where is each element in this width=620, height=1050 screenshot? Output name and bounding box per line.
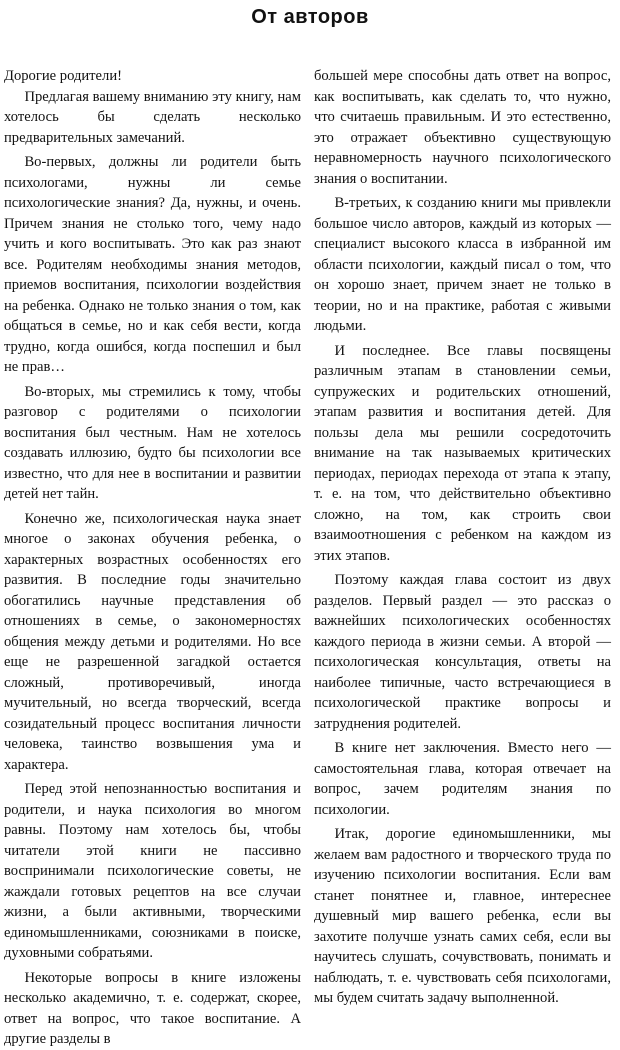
paragraph: Во-первых, должны ли родители быть психологами, нужны ли семье психологические знания? Да, нужны, и очень. Причем знания не столько того, чему надо учить и кого воспитывать. Это как раз знают все. Родителям необходимы знания методов, приемов воспитания, психологии воздействия на ребенка. Однако не только знания о том, как общаться в семье, но и как себя вести, когда трудно, когда ошибся, когда поспешил и был не прав… bbox=[4, 154, 301, 375]
right-column bbox=[314, 66, 611, 1009]
paragraph: Итак, дорогие единомышленники, мы желаем вам радостного и творческого труда по изучению психологии воспитания. Если вам станет понятнее и, главное, интереснее душевный мир вашего ребенка, если вы захотите получше узнать самих себя, если вы научитесь слушать, сочувствовать, понимать и наблюдать, т. е. чувствовать себя психологами, мы будем считать задачу выполненной. bbox=[314, 826, 611, 1006]
paragraph: Некоторые вопросы в книге изложены несколько академично, т. е. содержат, скорее, ответ на вопрос, что такое воспитание. А другие разделы в bbox=[4, 969, 301, 1047]
paragraph: Поэтому каждая глава состоит из двух разделов. Первый раздел — это рассказ о важнейших психологических особенностях каждого периода в жизни семьи. А второй — психологическая консультация, ответы на наиболее типичные, часто встречающиеся в психологической практике вопросы и затруднения родителей. bbox=[314, 572, 611, 732]
page-title: От авторов bbox=[251, 6, 369, 28]
left-column bbox=[4, 66, 301, 1050]
paragraph: В-третьих, к созданию книги мы привлекли большое число авторов, каждый из которых — специалист высокого класса в избранной им области психологии, каждый писал о том, что он хорошо знает, причем знает не только в теории, но и на практике, работая с живыми людьми. bbox=[314, 195, 611, 334]
paragraph: Во-вторых, мы стремились к тому, чтобы разговор с родителями о психологии воспитания был честным. Нам не хотелось создавать иллюзию, будто бы психологии все известно, что для нее в воспитании и развитии детей нет тайн. bbox=[4, 383, 301, 502]
paragraph-continued: большей мере способны дать ответ на вопрос, как воспитывать, как сделать то, что нужно, что считаешь правильным. И это естественно, это отражает объективно существующую неравномерность научного психологического знания о воспитании. bbox=[314, 68, 611, 187]
paragraph: Предлагая вашему вниманию эту книгу, нам хотелось бы сделать несколько предварительных замечаний. bbox=[4, 88, 301, 146]
salutation: Дорогие родители! bbox=[4, 68, 122, 84]
paragraph: Конечно же, психологическая наука знает многое о законах обучения ребенка, о характерных возрастных особенностях его развития. В последние годы значительно обогатились научные представления об отношениях в семье, о закономерностях общения между детьми и родителями. Но все еще не разрешенной загадкой остается сложный, противоречивый, иногда мучительный, но всегда творческий, всегда созидательный процесс воспитания личности человека, таинство возвышения ума и характера. bbox=[4, 510, 301, 773]
paragraph: Перед этой непознанностью воспитания и родители, и наука психология во многом равны. Поэтому нам хотелось бы, чтобы читатели этой книги не пассивно воспринимали психологические советы, не жаждали готовых рецептов на все случаи жизни, а были активными, творческими единомышленниками, союзниками в поиске, духовными собратьями. bbox=[4, 781, 301, 961]
paragraph: В книге нет заключения. Вместо него — самостоятельная глава, которая отвечает на вопрос, зачем родителям знания по психологии. bbox=[314, 740, 611, 818]
paragraph: И последнее. Все главы посвящены различным этапам в становлении семьи, супружеских и родительских отношений, этапам развития и воспитания детей. Для пользы дела мы решили сосредоточить внимание на так называемых критических периодах, периодах перехода от этапа к этапу, т. е. на том, что действительно объективно сложно, на том, как строить свои взаимоотношения с ребенком на каждом из этих этапов. bbox=[314, 342, 611, 564]
